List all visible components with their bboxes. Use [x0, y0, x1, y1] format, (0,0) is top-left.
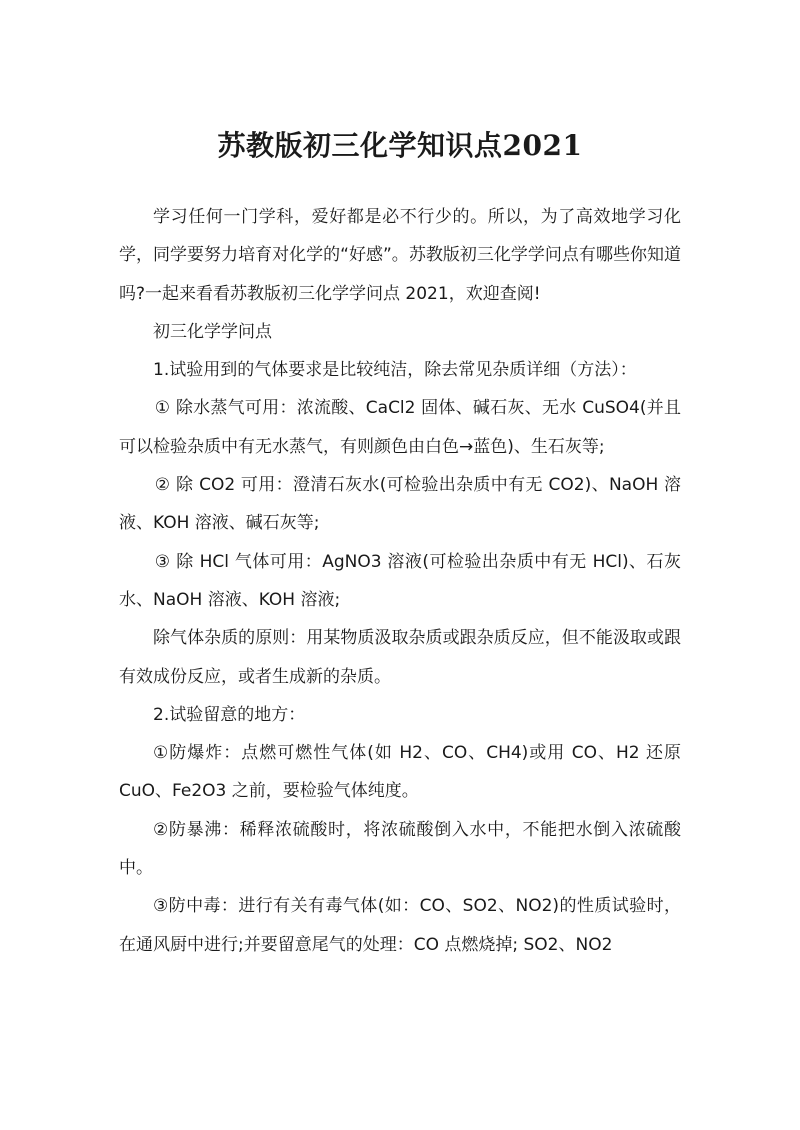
item-1-point-2: ② 除 CO2 可用：澄清石灰水(可检验出杂质中有无 CO2)、NaOH 溶液、KOH 溶液、碱石灰等;: [119, 475, 681, 534]
item-1-heading: 1.试验用到的气体要求是比较纯洁，除去常见杂质详细（方法）：: [153, 360, 637, 381]
section-heading: 初三化学学问点: [153, 321, 272, 342]
item-2-point-2: ②防暴沸：稀释浓硫酸时，将浓硫酸倒入水中，不能把水倒入浓硫酸中。: [119, 819, 681, 879]
document-title: 苏教版初三化学知识点2021: [217, 129, 583, 162]
document-body: [119, 198, 681, 964]
item-2-point-1: ①防爆炸：点燃可燃性气体(如 H2、CO、CH4)或用 CO、H2 还原 CuO、Fe2O3 之前，要检验气体纯度。: [119, 743, 681, 802]
item-2-point-3: ③防中毒：进行有关有毒气体(如：CO、SO2、NO2)的性质试验时，在通风厨中进行;并要留意尾气的处理：CO 点燃烧掉; SO2、NO2: [119, 896, 681, 955]
intro-paragraph: 学习任何一门学科，爱好都是必不行少的。所以，为了高效地学习化学，同学要努力培育对化学的“好感”。苏教版初三化学学问点有哪些你知道吗?一起来看看苏教版初三化学学问点 2021，欢迎查阅!: [119, 207, 681, 304]
item-1-point-1: ① 除水蒸气可用：浓流酸、CaCl2 固体、碱石灰、无水 CuSO4(并且可以检验杂质中有无水蒸气，有则颜色由白色→蓝色)、生石灰等;: [119, 398, 681, 457]
item-2-heading: 2.试验留意的地方：: [153, 704, 306, 725]
principle-paragraph: 除气体杂质的原则：用某物质汲取杂质或跟杂质反应，但不能汲取或跟有效成份反应，或者生成新的杂质。: [119, 628, 681, 687]
item-1-point-3: ③ 除 HCl 气体可用：AgNO3 溶液(可检验出杂质中有无 HCl)、石灰水、NaOH 溶液、KOH 溶液;: [119, 551, 681, 610]
